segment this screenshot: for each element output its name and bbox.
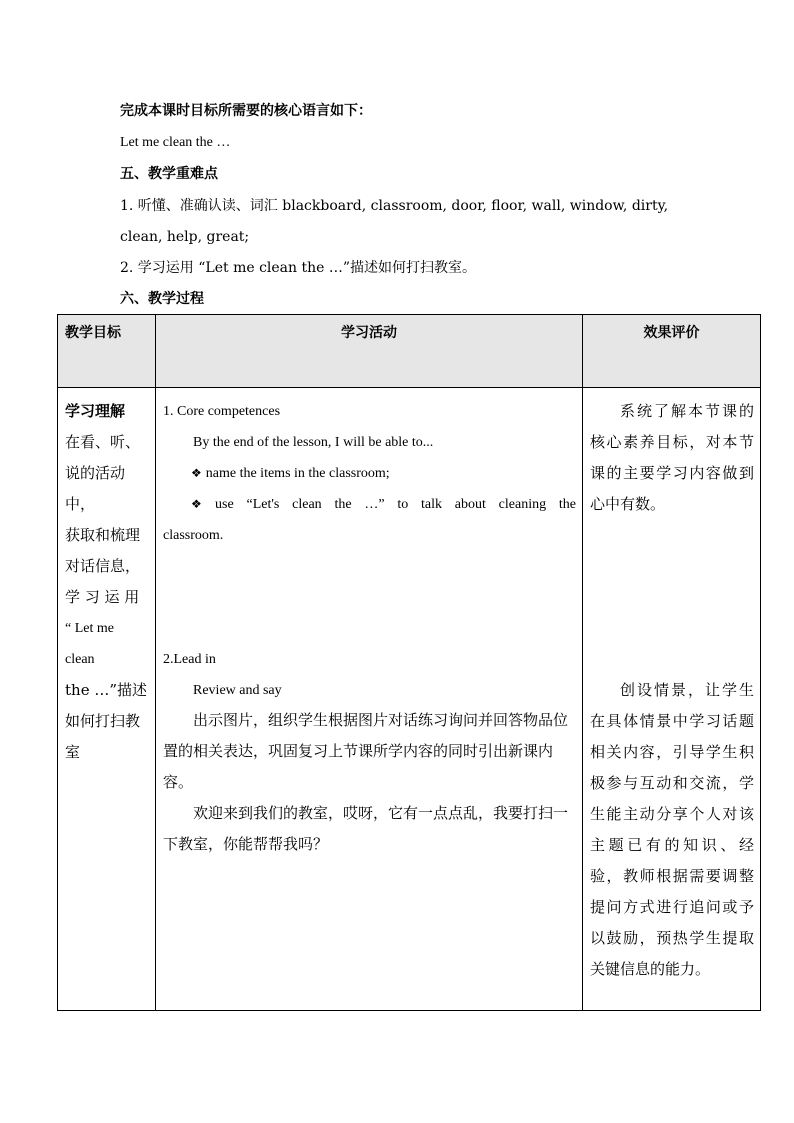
diamond-bullet-icon: ❖	[191, 497, 212, 511]
objective-line: “ Let me	[65, 621, 114, 636]
objective-line: 室	[65, 743, 81, 761]
teaching-process-table	[57, 314, 761, 1011]
objective-line: 如何打扫教	[65, 712, 141, 730]
header-evaluation-label: 效果评价	[643, 325, 700, 341]
activity-cell	[156, 388, 583, 1011]
activity-1-bullet-2	[163, 489, 576, 520]
diamond-bullet-icon: ❖	[191, 466, 202, 480]
evaluation-cell	[583, 388, 761, 1011]
header-activity	[156, 315, 583, 388]
objective-line: 学 习 运 用	[65, 588, 140, 606]
objective-line: 对话信息，	[65, 557, 141, 575]
objective-line: 说的活动中，	[65, 464, 126, 513]
activity-1-title: 1. Core competences	[163, 404, 281, 419]
header-evaluation	[583, 315, 761, 388]
activity-2-paragraph-1: 出示图片，组织学生根据图片对话练习询问并回答物品位置的相关表达，巩固复习上节课所学内容的同时引出新课内容。	[163, 713, 569, 791]
activity-1-bullet-2-cont: classroom.	[163, 528, 224, 543]
bullet-1-text: name the items in the classroom;	[205, 466, 390, 481]
activity-1-intro: By the end of the lesson, I will be able to...	[193, 435, 434, 450]
header-objective	[58, 315, 156, 388]
objective-title: 学习理解	[65, 402, 126, 420]
objective-line: 在看、听、	[65, 433, 141, 451]
activity-2-subtitle: Review and say	[193, 683, 282, 698]
objective-cell	[58, 388, 156, 1011]
objective-line: the …”描述	[65, 681, 148, 699]
bullet-2-text: use “Let's clean the …” to talk about cleaning the	[215, 497, 576, 512]
header-objective-label: 教学目标	[65, 325, 121, 341]
header-activity-label: 学习活动	[341, 325, 397, 341]
core-language-example: Let me clean the …	[120, 135, 231, 150]
activity-2-paragraph-2: 欢迎来到我们的教室，哎呀，它有一点点乱，我要打扫一下教室，你能帮帮我吗？	[163, 806, 569, 853]
objective-line: 获取和梳理	[65, 526, 141, 544]
activity-2-title: 2.Lead in	[163, 652, 216, 667]
evaluation-paragraph-2: 创设情景，让学生在具体情景中学习话题相关内容，引导学生积极参与互动和交流，学生能主动分享个人对该主题已有的知识、经验，教师根据需要调整提问方式进行追问或予以鼓励，预热学生提取关键信息的能力。	[590, 681, 754, 978]
key-point-1-line-1: 1. 听懂、准确认读、词汇 blackboard, classroom, door, floor, wall, window, dirty,	[120, 198, 669, 214]
evaluation-paragraph-1: 系统了解本节课的核心素养目标，对本节课的主要学习内容做到心中有数。	[590, 402, 754, 513]
section-6-title: 六、教学过程	[120, 291, 204, 307]
section-5-title: 五、教学重难点	[120, 166, 218, 182]
key-point-1-line-2: clean, help, great;	[120, 229, 250, 245]
objective-line: clean	[65, 652, 95, 667]
activity-1-bullet-1	[163, 458, 576, 489]
core-language-heading: 完成本课时目标所需要的核心语言如下：	[120, 103, 372, 119]
spacer	[590, 520, 754, 675]
spacer	[163, 551, 576, 644]
key-point-2: 2. 学习运用 “Let me clean the …”描述如何打扫教室。	[120, 260, 477, 276]
